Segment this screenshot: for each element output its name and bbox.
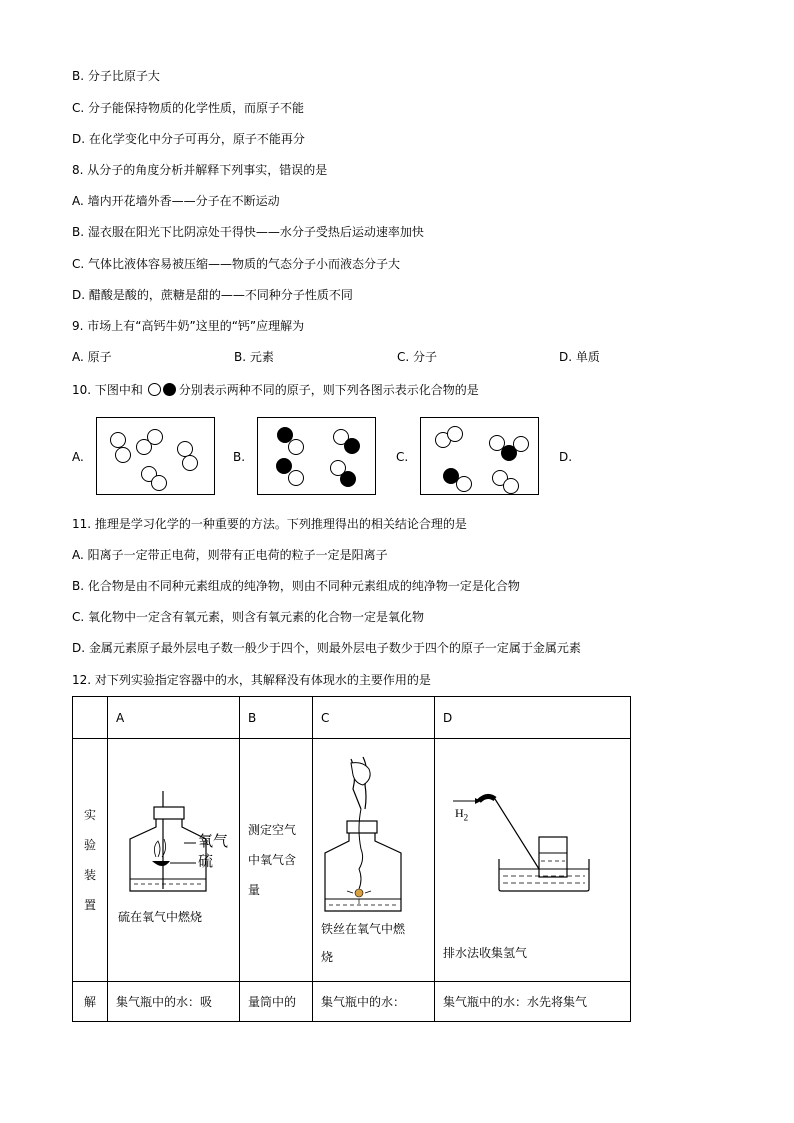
option-b-q8: B. 湿衣服在阳光下比阴凉处干得快——水分子受热后运动速率加快 [72,225,424,239]
cell-c-apparatus [313,739,435,982]
q10-label-d: D. [559,450,573,464]
white-atom-icon [148,383,161,396]
question-9-stem: 9. 市场上有“高钙牛奶”这里的“钙”应理解为 [72,319,305,333]
q10-label-a: A. [72,450,84,464]
option-c-q7: C. 分子能保持物质的化学性质，而原子不能 [72,101,305,115]
option-c-q8: C. 气体比液体容易被压缩——物质的气态分子小而液态分子大 [72,257,401,271]
cell-d-apparatus [435,739,631,982]
header-c: C [313,697,435,739]
option-d-q11: D. 金属元素原子最外层电子数一般少于四个，则最外层电子数少于四个的原子一定属于金属元素 [72,641,581,655]
question-11-stem: 11. 推理是学习化学的一种重要的方法。下列推理得出的相关结论合理的是 [72,517,467,531]
diagram-a [96,417,215,495]
option-a-q11: A. 阳离子一定带正电荷，则带有正电荷的粒子一定是阳离子 [72,548,388,562]
label-oxygen: 氧气 [198,832,229,850]
cell-b-explanation: 量筒中的 [240,982,313,1022]
label-sulfur: 硫 [198,852,214,870]
caption-d: 排水法收集氢气 [443,946,528,960]
q10-label-b: B. [233,450,246,464]
caption-c: 铁丝在氧气中燃 烧 [321,922,406,964]
diagram-c [420,417,539,495]
question-12-stem: 12. 对下列实验指定容器中的水，其解释没有体现水的主要作用的是 [72,673,431,687]
header-d: D [435,697,631,739]
option-a-q9: A. 原子 [72,350,112,364]
cell-c-explanation: 集气瓶中的水： [313,982,435,1022]
experiment-table [72,696,631,1022]
option-b-q11: B. 化合物是由不同种元素组成的纯净物，则由不同种元素组成的纯净物一定是化合物 [72,579,520,593]
option-c-q9: C. 分子 [397,350,438,364]
option-d-q7: D. 在化学变化中分子可再分，原子不能再分 [72,132,305,146]
black-atom-icon [163,383,176,396]
cell-a-apparatus [108,739,240,982]
cell-d-explanation: 集气瓶中的水：水先将集气 [435,982,631,1022]
caption-a: 硫在氧气中燃烧 [118,910,203,924]
question-10-stem [72,382,479,398]
header-blank [73,697,108,739]
cell-b-apparatus: 测定空气 中氧气含 量 [240,739,313,982]
diagram-b [257,417,376,495]
q10-stem-post: 分别表示两种不同的原子，则下列各图示表示化合物的是 [178,383,479,397]
apparatus-row [73,739,631,982]
option-d-q9: D. 单质 [559,350,600,364]
row-label-explanation: 解 [73,982,108,1022]
option-b-q7: B. 分子比原子大 [72,69,160,83]
cell-a-explanation: 集气瓶中的水：吸 [108,982,240,1022]
row-label-apparatus: 实 验 装 置 [73,739,108,982]
explanation-row [73,982,631,1022]
option-a-q8: A. 墙内开花墙外香——分子在不断运动 [72,194,280,208]
sulfur-burning-apparatus [108,739,239,981]
option-c-q11: C. 氧化物中一定含有氧元素，则含有氧元素的化合物一定是氧化物 [72,610,425,624]
header-b: B [240,697,313,739]
q10-label-c: C. [396,450,409,464]
q10-stem-pre: 10. 下图中和 [72,383,143,397]
option-d-q8: D. 醋酸是酸的，蔗糖是甜的——不同种分子性质不同 [72,288,353,302]
option-b-q9: B. 元素 [234,350,274,364]
question-8-stem: 8. 从分子的角度分析并解释下列事实，错误的是 [72,163,328,177]
label-h2: $H_2$ [455,806,469,823]
table-header-row [73,697,631,739]
header-a: A [108,697,240,739]
